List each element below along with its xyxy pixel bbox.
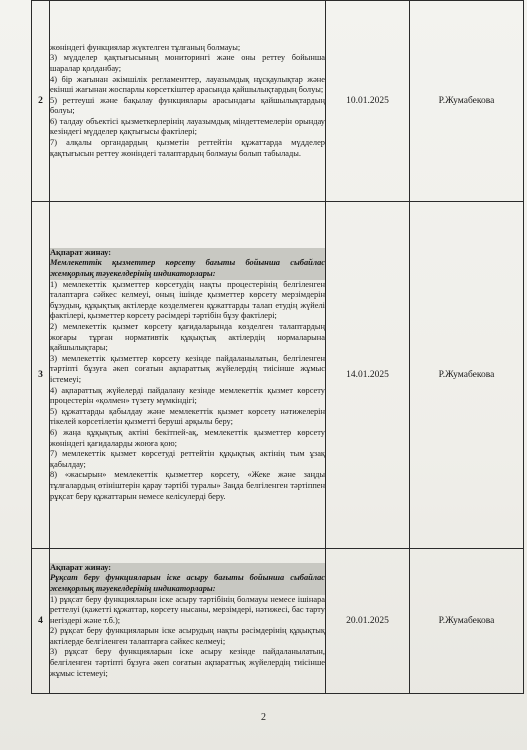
row-date: 20.01.2025 bbox=[326, 549, 410, 694]
row-date: 10.01.2025 bbox=[326, 1, 410, 202]
list-item: 2) мемлекеттік қызмет көрсету қағидаларында көзделген талаптардың жоғары тұрған нормативтік құқықтық актілердің нормаларына қайшылықтары; bbox=[50, 322, 325, 353]
page-number: 2 bbox=[261, 712, 266, 723]
list-item: 2) рұқсат беру функцияларын іске асырудың нақты рәсімдерінің құқықтық актілерде белгіленген талаптарға сәйкес келмеуі; bbox=[50, 626, 325, 646]
row-responsible: Р.Жумабекова bbox=[410, 549, 524, 694]
list-item: 8) «жасырын» мемлекеттік қызметтер көрсету, «Жеке және заңды тұлғалардың өтініштерін қарау тәртібі туралы» Заңда белгіленген тәртіппен рұқсат беру құжаттарын немесе келісулерді беру. bbox=[50, 470, 325, 501]
table-row bbox=[32, 549, 524, 694]
table-row bbox=[32, 1, 524, 202]
plan-table bbox=[31, 0, 524, 694]
list-item: 5) реттеуші және бақылау функциялары арасындағы қайшылықтардың болуы; bbox=[50, 95, 325, 116]
row-number: 4 bbox=[32, 549, 50, 694]
list-item: 7) мемлекеттік қызмет көрсетуді реттейтін құқықтық актінің тым ұзақ қабылдау; bbox=[50, 449, 325, 469]
section-subheading: Мемлекеттік қызметтер көрсету бағыты бойынша сыбайлас жемқорлық тәуекелдерінің индикаторлары: bbox=[50, 258, 325, 279]
list-item: 6) жаңа құқықтық актіні бекітпей-ақ, мемлекеттік қызметтер көрсету жөніндегі қағидаларды жоюға қою; bbox=[50, 427, 325, 448]
list-item: 3) рұқсат беру функцияларын іске асыру кезінде пайдаланылатын, белгіленген тәртіпті бұзуға әкеп соғатын ақпараттық жүйелердің тиісінше жұмыс істемеуі; bbox=[50, 647, 325, 678]
row-date: 14.01.2025 bbox=[326, 202, 410, 549]
row-responsible: Р.Жумабекова bbox=[410, 202, 524, 549]
list-item: 4) ақпараттық жүйелерді пайдалану кезінде мемлекеттік қызмет көрсету процестерін «қолмен» түзету мүмкіндігі; bbox=[50, 385, 325, 406]
section-heading: Ақпарат жинау: bbox=[50, 563, 325, 574]
list-item: 1) рұқсат беру функцияларын іске асыру тәртібінің болмауы немесе ішінара реттелуі (қажетті құжаттар, көрсету нысаны, мерзімдері, нәтижесі, бас тарту негіздері және т.б.); bbox=[50, 594, 325, 625]
row-responsible: Р.Жумабекова bbox=[410, 1, 524, 202]
list-item: 1) мемлекеттік қызметтер көрсетудің нақты процестерінің белгіленген талаптарға сәйкес келмеуі, оның ішінде қызметтер көрсету мерзімдерін бұзудың, құқықтық актілерде көзделмеген құжаттарды талап етудің жүйелі фактілері, қызметтер көрсету рәсімдері тәртібін бұзу фактілері; bbox=[50, 279, 325, 321]
list-item: 7) алқалы органдардың қызметін реттейтін құжаттарда мүдделер қақтығысын реттеу жөніндегі талаптардың болмауы болып табылады. bbox=[50, 138, 325, 158]
list-item: 4) бір жағынан әкімшілік регламенттер, лауазымдық нұсқаулықтар және екінші жағынан жоспарлы көрсеткіштер арасында қайшылықтардың болуы; bbox=[50, 74, 325, 95]
table-row bbox=[32, 202, 524, 549]
row-description bbox=[50, 202, 326, 549]
section-heading: Ақпарат жинау: bbox=[50, 248, 325, 259]
list-item: 5) құжаттарды қабылдау және мемлекеттік қызмет көрсету нәтижелерін тікелей көрсетілетін қызметті беруші арқылы беру; bbox=[50, 406, 325, 427]
row-number: 2 bbox=[32, 1, 50, 202]
list-item: 3) мемлекеттік қызметтер көрсету кезінде пайдаланылатын, белгіленген тәртіпті бұзуға әкеп соғатын ақпараттық жүйелердің тиісінше жұмыс істемеуі; bbox=[50, 353, 325, 384]
section-subheading: Рұқсат беру функцияларын іске асыру бағыты бойынша сыбайлас жемқорлық тәуекелдерінің индикаторлары: bbox=[50, 573, 325, 593]
row-number: 3 bbox=[32, 202, 50, 549]
row-description bbox=[50, 549, 326, 694]
list-item: жөніндегі функциялар жүктелген тұлғаның болмауы; bbox=[50, 42, 241, 52]
list-item: 3) мүдделер қақтығысының мониторингі және оны реттеу бойынша шаралар қолданбау; bbox=[50, 53, 325, 73]
list-item: 6) талдау объектісі қызметкерлерінің лауазымдық міндеттемелерін орындау кезіндегі мүдделер қақтығысы фактілері; bbox=[50, 116, 325, 137]
row-description bbox=[50, 1, 326, 202]
